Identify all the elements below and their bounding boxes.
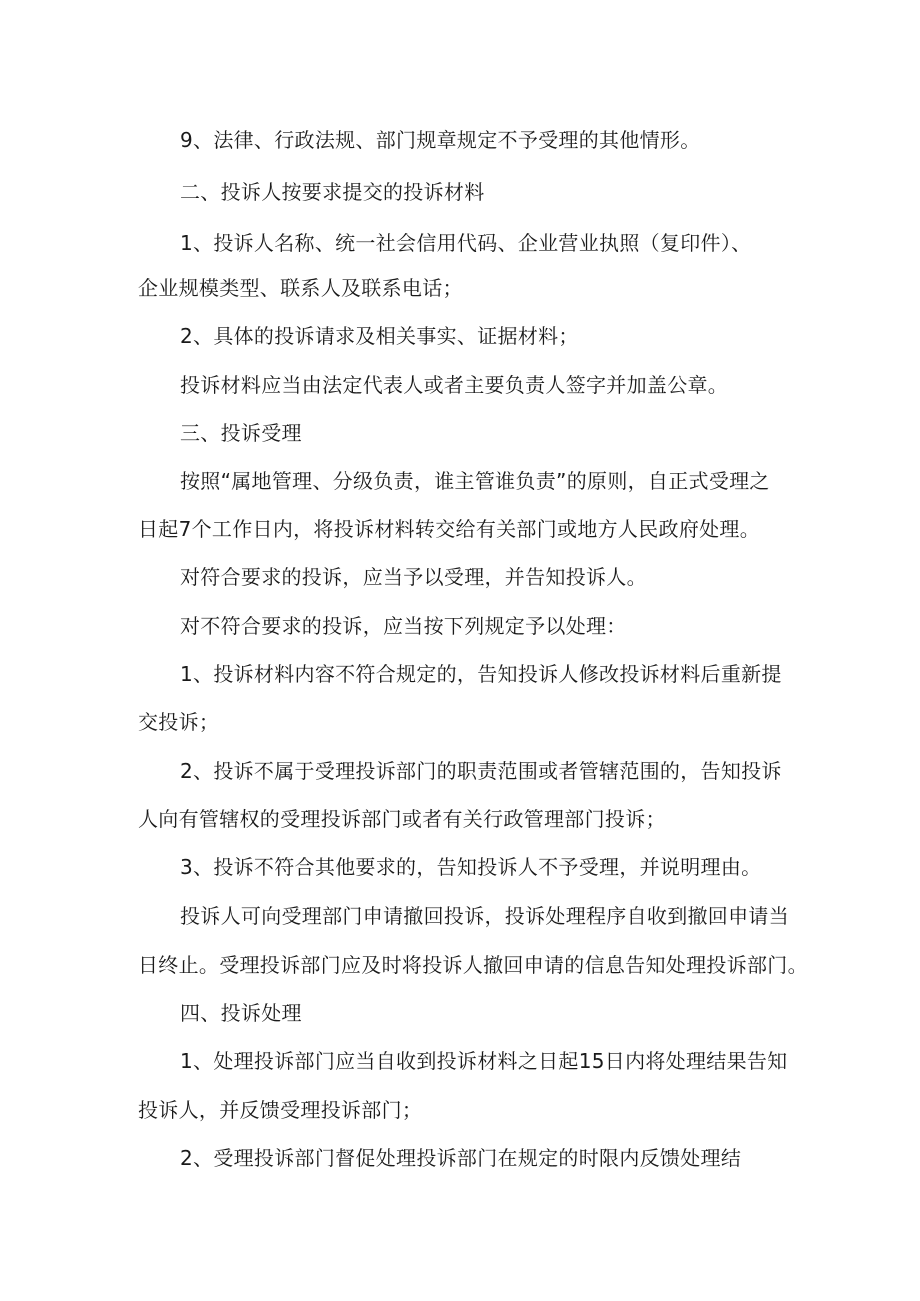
text-line: 对不符合要求的投诉，应当按下列规定予以处理：	[180, 614, 627, 638]
text-line: 2、投诉不属于受理投诉部门的职责范围或者管辖范围的，告知投诉	[180, 759, 782, 783]
text-line: 按照“属地管理、分级负责，谁主管谁负责”的原则，自正式受理之	[180, 469, 770, 493]
text-line: 企业规模类型、联系人及联系电话；	[138, 276, 463, 300]
text-line: 对符合要求的投诉，应当予以受理，并告知投诉人。	[180, 565, 647, 589]
section-heading: 三、投诉受理	[180, 421, 302, 445]
text-line: 日起7个工作日内，将投诉材料转交给有关部门或地方人民政府处理。	[138, 517, 761, 541]
text-line: 2、受理投诉部门督促处理投诉部门在规定的时限内反馈处理结	[180, 1146, 742, 1170]
text-line: 人向有管辖权的受理投诉部门或者有关行政管理部门投诉；	[138, 807, 666, 831]
text-line: 3、投诉不符合其他要求的，告知投诉人不予受理，并说明理由。	[180, 855, 762, 879]
section-heading: 二、投诉人按要求提交的投诉材料	[180, 180, 485, 204]
text-line: 日终止。受理投诉部门应及时将投诉人撤回申请的信息告知处理投诉部门。	[138, 953, 808, 977]
text-line: 投诉材料应当由法定代表人或者主要负责人签字并加盖公章。	[180, 373, 729, 397]
text-line: 9、法律、行政法规、部门规章规定不予受理的其他情形。	[180, 128, 701, 152]
text-line: 1、投诉人名称、统一社会信用代码、企业营业执照（复印件）、	[180, 231, 752, 255]
text-line: 2、具体的投诉请求及相关事实、证据材料；	[180, 324, 579, 348]
text-line: 投诉人，并反馈受理投诉部门；	[138, 1098, 423, 1122]
text-line: 1、处理投诉部门应当自收到投诉材料之日起15日内将处理结果告知	[180, 1049, 788, 1073]
text-line: 投诉人可向受理部门申请撤回投诉，投诉处理程序自收到撤回申请当	[180, 904, 789, 928]
text-line: 交投诉；	[138, 710, 220, 734]
section-heading: 四、投诉处理	[180, 1001, 302, 1025]
text-line: 1、投诉材料内容不符合规定的，告知投诉人修改投诉材料后重新提	[180, 662, 782, 686]
